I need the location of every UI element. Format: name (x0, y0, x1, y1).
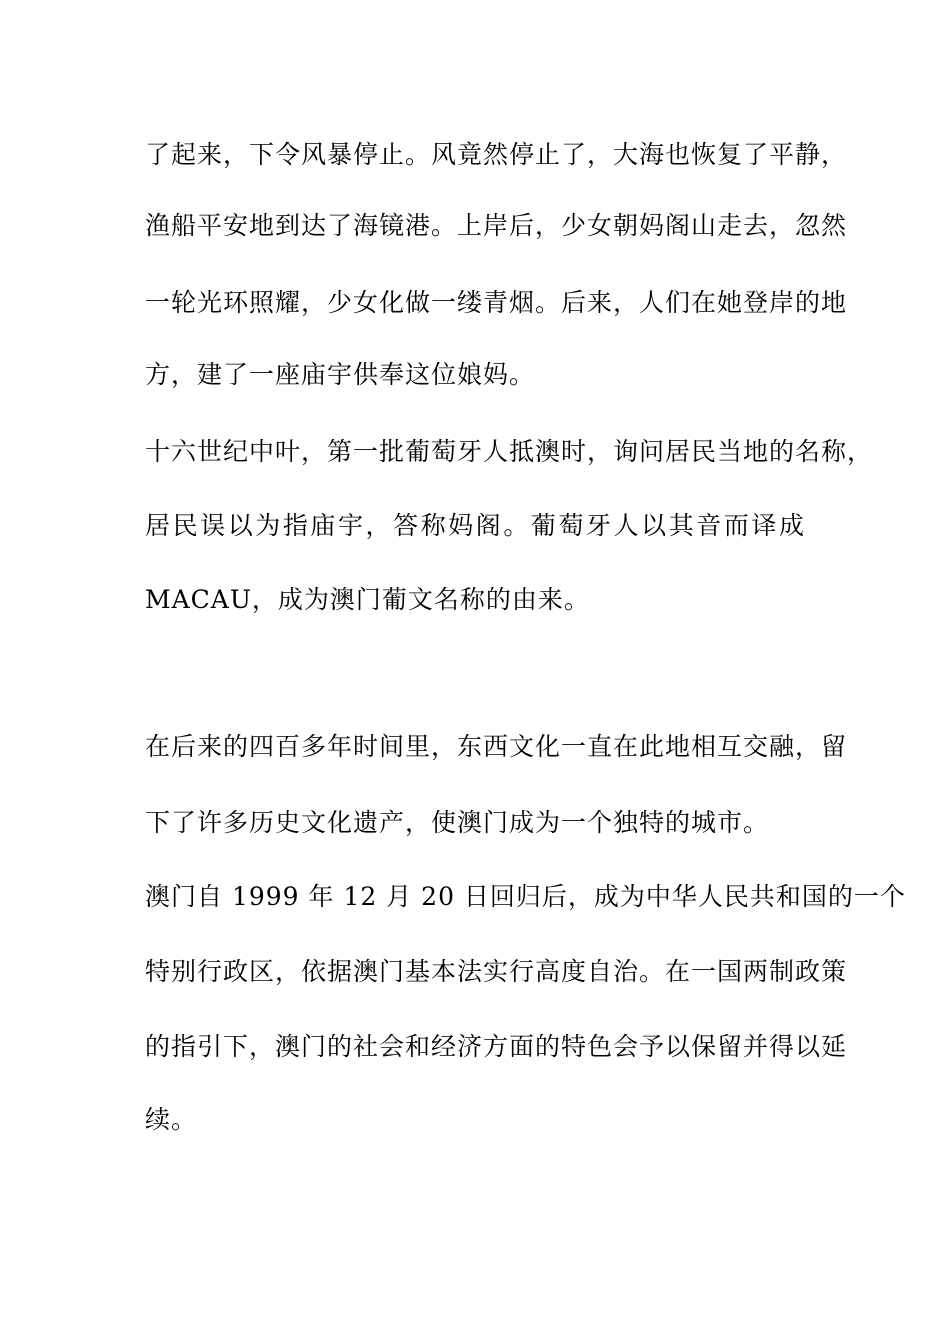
text-line: 续。 (145, 1105, 198, 1134)
text-line: 居民误以为指庙宇，答称妈阁。葡萄牙人以其音而译成 (145, 511, 805, 540)
text-line: 的指引下，澳门的社会和经济方面的特色会予以保留并得以延 (145, 1032, 848, 1061)
text-line: 澳门自 1999 年 12 月 20 日回归后，成为中华人民共和国的一个 (145, 882, 906, 911)
text-line: 特别行政区，依据澳门基本法实行高度自治。在一国两制政策 (145, 957, 848, 986)
text-line: 在后来的四百多年时间里，东西文化一直在此地相互交融，留 (145, 732, 848, 761)
text-line: 十六世纪中叶，第一批葡萄牙人抵澳时，询问居民当地的名称， (145, 437, 874, 466)
text-line: 方，建了一座庙宇供奉这位娘妈。 (145, 360, 536, 389)
text-line: MACAU，成为澳门葡文名称的由来。 (145, 585, 590, 614)
text-line: 下了许多历史文化遗产，使澳门成为一个独特的城市。 (145, 808, 770, 837)
text-line: 了起来，下令风暴停止。风竟然停止了，大海也恢复了平静， (145, 140, 848, 169)
text-line: 一轮光环照耀，少女化做一缕青烟。后来，人们在她登岸的地 (145, 288, 848, 317)
text-line: 渔船平安地到达了海镜港。上岸后，少女朝妈阁山走去，忽然 (145, 211, 848, 240)
